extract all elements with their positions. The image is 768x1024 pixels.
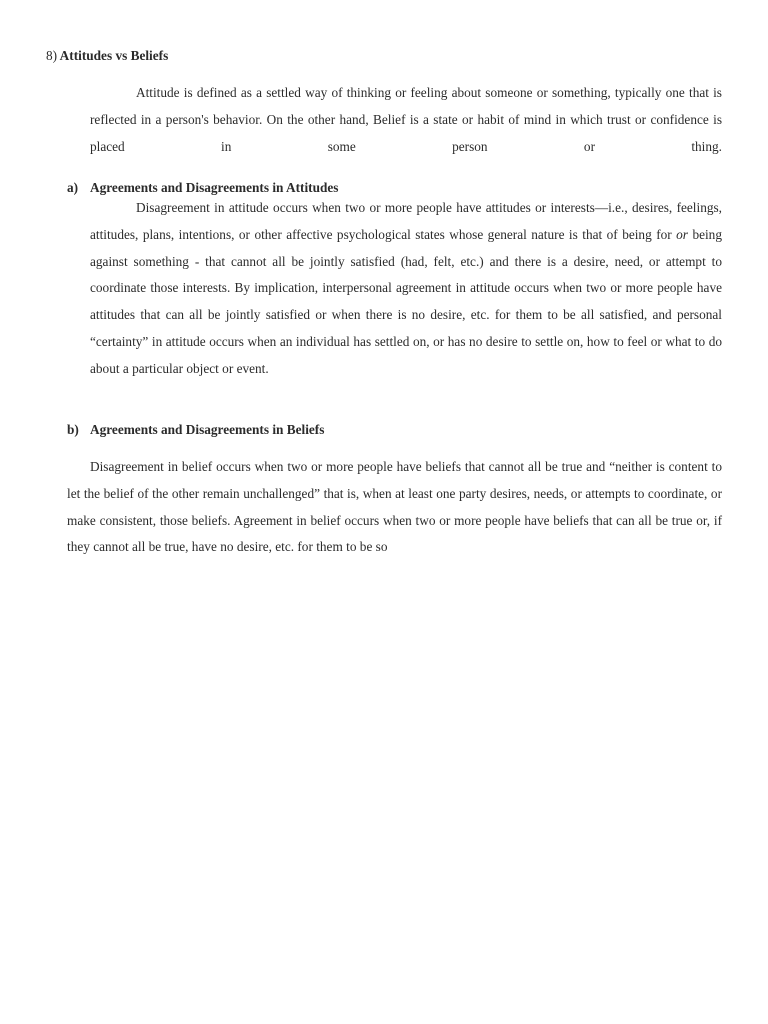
subsection-b-title: Agreements and Disagreements in Beliefs	[90, 422, 325, 437]
section-heading	[46, 48, 168, 64]
subsection-b-marker: b)	[67, 422, 79, 437]
subsection-a-text-italic: or	[676, 226, 688, 242]
section-number: 8)	[46, 48, 58, 63]
subsection-a-title: Agreements and Disagreements in Attitudes	[90, 180, 339, 195]
section-title: Attitudes vs Beliefs	[59, 48, 169, 63]
subsection-a-text-part1: Disagreement in attitude occurs when two or more people have attitudes or interests—i.e., desires, feelings, attitudes, plans, intentions, or other affective psychological states whose general nature is that of being for	[90, 200, 722, 242]
intro-paragraph: Attitude is defined as a settled way of thinking or feeling about someone or something, typically one that is reflected in a person's behavior. On the other hand, Belief is a state or habit of mind in which trust or confidence is placed in some person or thing.	[90, 85, 722, 154]
subsection-b-heading	[67, 422, 324, 438]
subsection-a-heading	[67, 180, 338, 196]
subsection-a-text-part2: being against something - that cannot all be jointly satisfied (had, felt, etc.) and there is a desire, need, or attempt to coordinate those interests. By implication, interpersonal agreement in attitude occurs when two or more people have attitudes that can all be jointly satisfied or when there is no desire, etc. for them to be all satisfied, and personal “certainty” in attitude occurs when an individual has settled on, or has no desire to settle on, how to feel or what to do about a particular object or event.	[90, 226, 722, 376]
subsection-a-paragraph	[90, 195, 722, 383]
subsection-a-marker: a)	[67, 180, 79, 195]
subsection-b-paragraph: Disagreement in belief occurs when two or more people have beliefs that cannot all be true and “neither is content to let the belief of the other remain unchallenged” that is, when at least one party desires, needs, or attempts to coordinate, or make consistent, those beliefs. Agreement in belief occurs when two or more people have beliefs that can all be true or, if they cannot all be true, have no desire, etc. for them to be so	[67, 459, 722, 555]
